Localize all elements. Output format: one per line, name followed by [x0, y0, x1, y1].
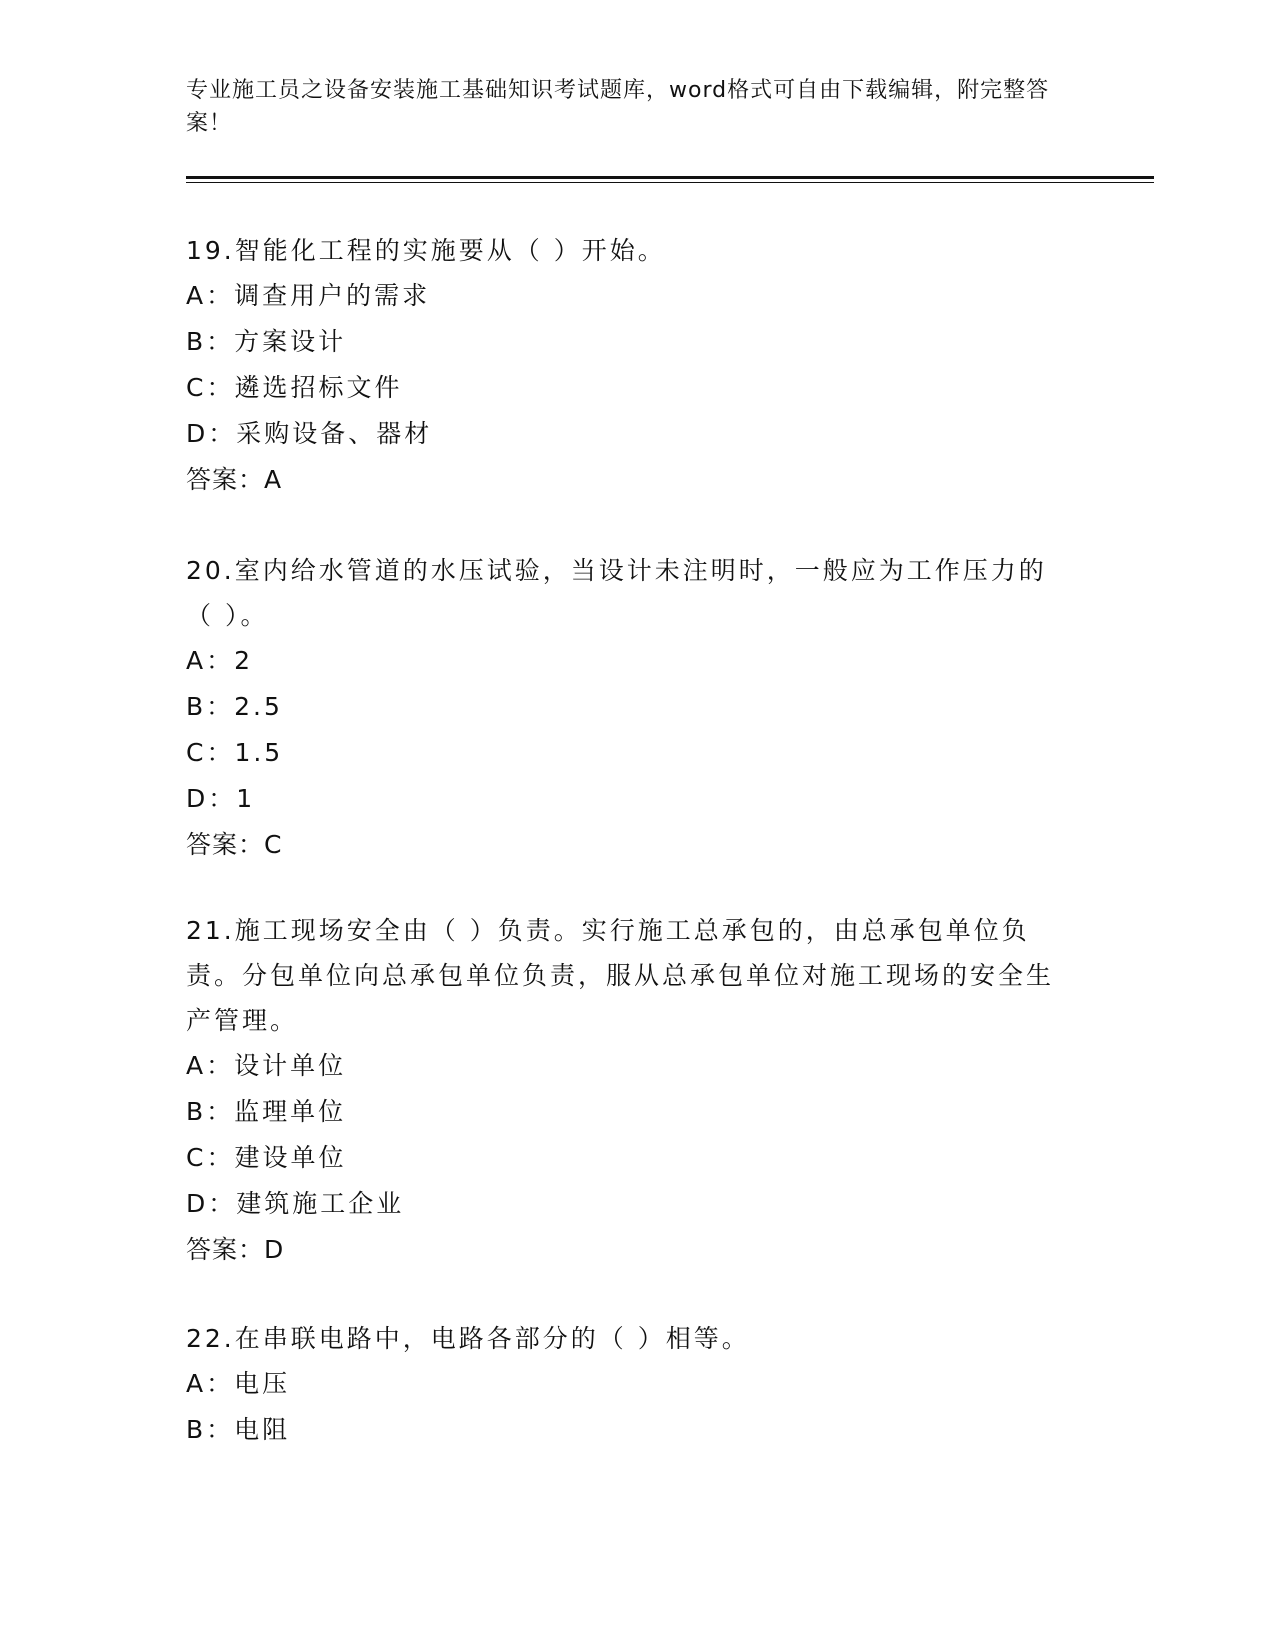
question-22	[186, 1316, 1066, 1453]
header-divider-thin	[186, 182, 1154, 183]
answer-line: 答案：A	[186, 465, 283, 494]
option-a: A：2	[186, 646, 254, 675]
option-a: A：设计单位	[186, 1051, 347, 1080]
option-c: C：遴选招标文件	[186, 373, 403, 402]
option-c: C：建设单位	[186, 1143, 347, 1172]
option-b: B：方案设计	[186, 327, 347, 356]
option-d: D：建筑施工企业	[186, 1189, 405, 1218]
option-d: D：1	[186, 784, 256, 813]
question-stem: 22.在串联电路中，电路各部分的（ ）相等。	[186, 1324, 750, 1353]
question-19	[186, 228, 1066, 503]
option-c: C：1.5	[186, 738, 284, 767]
answer-line: 答案：D	[186, 1235, 285, 1264]
question-20	[186, 548, 1066, 868]
question-stem: 19.智能化工程的实施要从（ ）开始。	[186, 236, 666, 265]
header-divider-thick	[186, 176, 1154, 179]
option-a: A：调查用户的需求	[186, 281, 431, 310]
option-d: D：采购设备、器材	[186, 419, 433, 448]
document-header: 专业施工员之设备安装施工基础知识考试题库，word格式可自由下载编辑，附完整答案！	[186, 78, 1050, 136]
option-b: B：2.5	[186, 692, 283, 721]
question-stem: 21.施工现场安全由（ ）负责。实行施工总承包的，由总承包单位负责。分包单位向总承包单位负责，服从总承包单位对施工现场的安全生产管理。	[186, 916, 1055, 1035]
answer-line: 答案：C	[186, 830, 283, 859]
option-b: B：监理单位	[186, 1097, 347, 1126]
question-21	[186, 908, 1066, 1273]
question-stem: 20.室内给水管道的水压试验，当设计未注明时，一般应为工作压力的（ ）。	[186, 556, 1047, 630]
option-b: B：电阻	[186, 1415, 291, 1444]
option-a: A：电压	[186, 1369, 291, 1398]
